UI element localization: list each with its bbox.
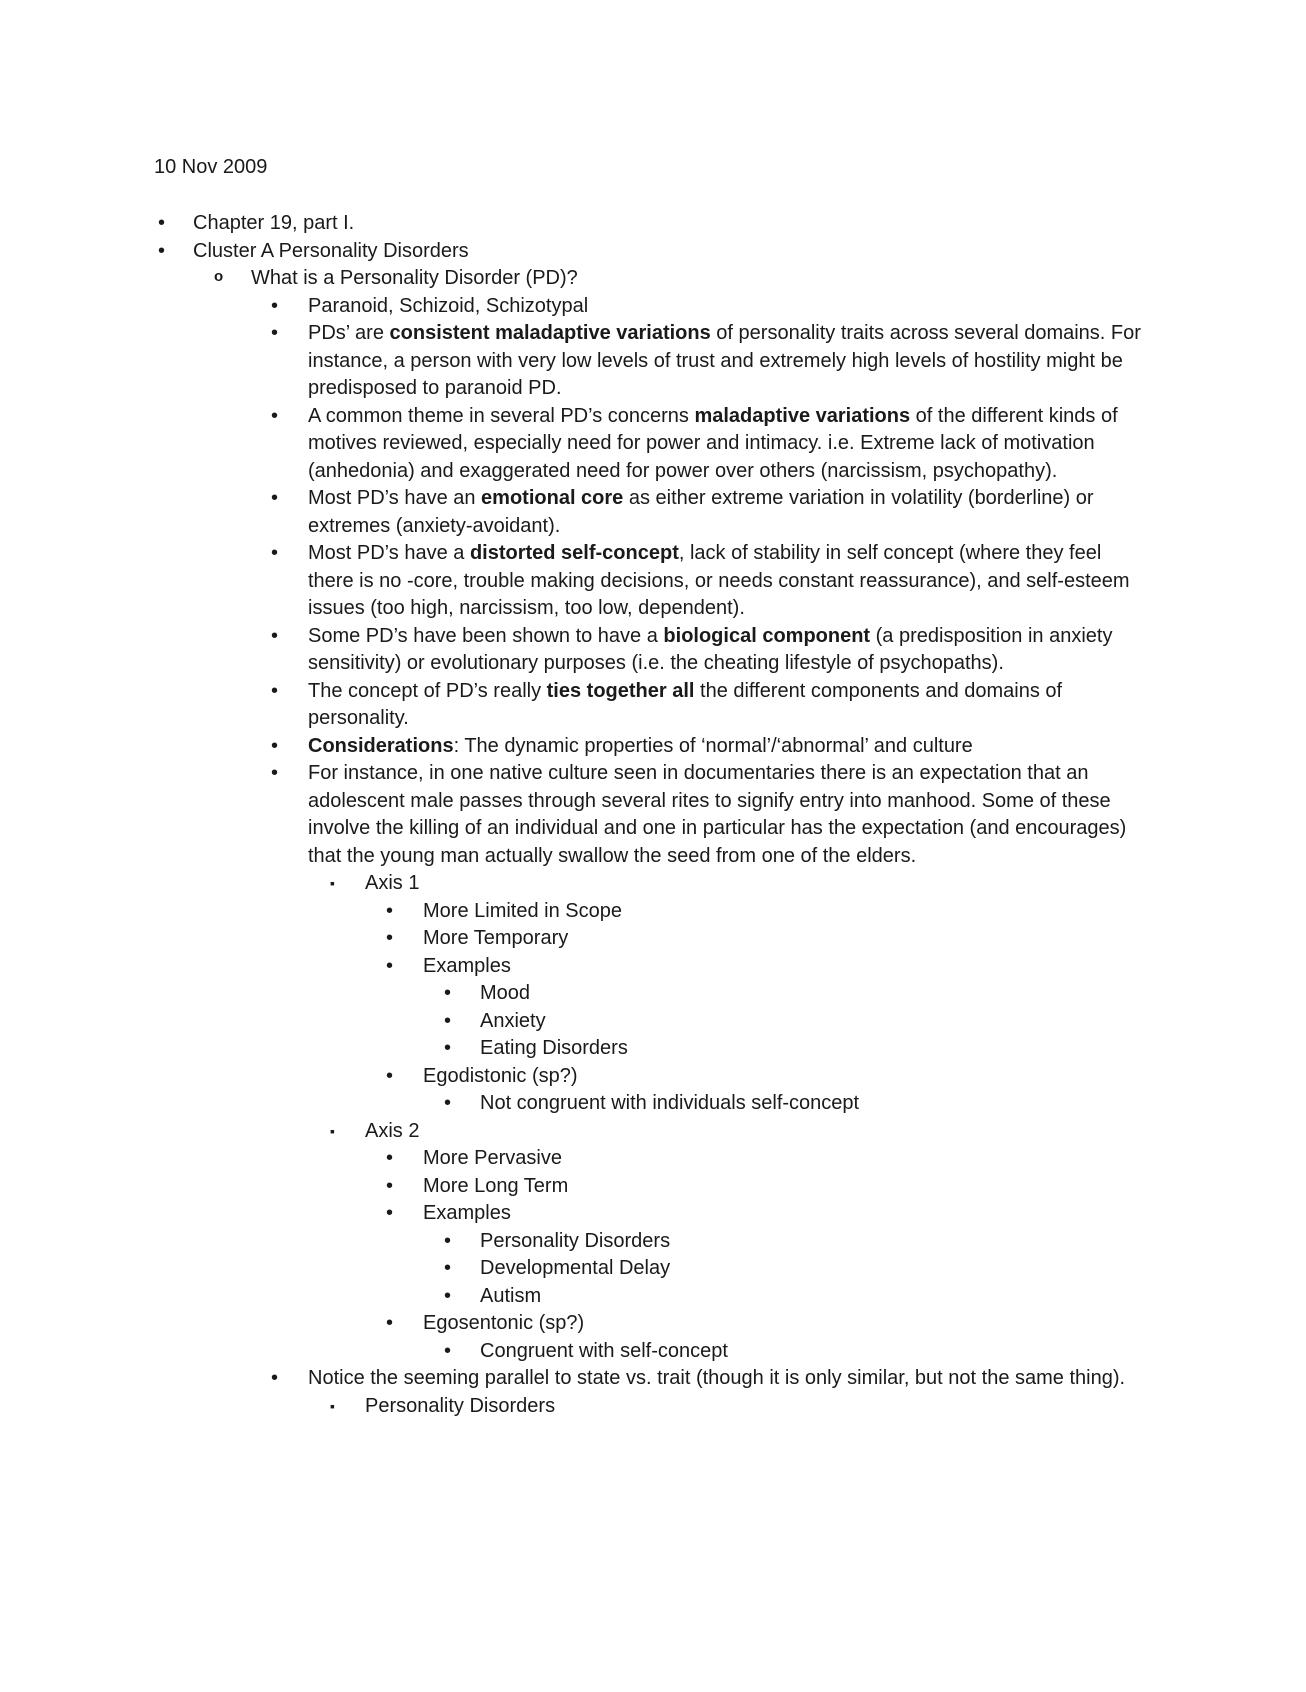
list-item-text xyxy=(480,980,1140,1008)
list-item xyxy=(0,980,1140,1008)
text-run: Eating Disorders xyxy=(480,1037,628,1059)
text-run: : The dynamic properties of ‘normal’/‘abnormal’ and culture xyxy=(453,734,973,757)
bullet-icon xyxy=(444,1090,451,1118)
square-bullet-icon xyxy=(330,1393,335,1421)
text-run: Congruent with self-concept xyxy=(480,1339,728,1362)
text-run: Axis 1 xyxy=(365,872,420,894)
text-run: Most PD’s have a xyxy=(308,542,470,564)
bullet-outline xyxy=(0,210,1306,1420)
bullet-icon xyxy=(444,1255,451,1283)
list-item-text xyxy=(480,1090,1140,1118)
bullet-icon xyxy=(271,485,278,513)
text-run: Personality Disorders xyxy=(365,1394,556,1417)
bullet-icon xyxy=(444,980,451,1008)
list-item xyxy=(0,898,1143,926)
text-run: Notice the seeming parallel to state vs. trait (though it is only similar, but not the same thing). xyxy=(308,1367,1126,1389)
list-item-text xyxy=(251,265,1151,293)
list-item-text xyxy=(480,1338,1140,1366)
bullet-icon xyxy=(271,403,278,431)
list-item xyxy=(0,678,1148,733)
text-run: , lack of stability in self concept (where they feel there is no -core, trouble making decisions, or needs constant reassurance), and self-esteem issues (too high, narcissism, too low, dependent). xyxy=(308,542,1130,619)
text-run: Egodistonic (sp?) xyxy=(423,1064,578,1087)
list-item-text xyxy=(423,898,1143,926)
bullet-icon xyxy=(271,1365,278,1393)
text-run: Not congruent with individuals self-concept xyxy=(480,1092,860,1114)
bullet-icon xyxy=(271,320,278,348)
bold-text: biological component xyxy=(663,624,871,647)
list-item xyxy=(0,485,1148,540)
list-item xyxy=(0,320,1148,403)
bullet-icon xyxy=(271,623,278,651)
list-item xyxy=(0,1338,1140,1366)
list-item xyxy=(0,540,1148,623)
circle-bullet-icon xyxy=(214,263,223,291)
list-item xyxy=(0,925,1143,953)
list-item-text xyxy=(308,320,1148,403)
list-item xyxy=(0,1118,1145,1146)
bold-text: maladaptive variations xyxy=(694,404,911,427)
text-run: Chapter 19, part I. xyxy=(193,212,355,234)
bold-text: consistent maladaptive variations xyxy=(389,322,711,344)
text-run: More Long Term xyxy=(423,1174,569,1197)
list-item xyxy=(0,870,1145,898)
list-item-text xyxy=(423,1063,1143,1091)
text-run: of the different kinds of motives reviewed, especially need for power and intimacy. i.e. Extreme lack of motivation (anhedonia) and exaggerated need for power over others (narcissism, psychopathy). xyxy=(308,404,1118,482)
list-item xyxy=(0,210,1193,238)
bullet-icon xyxy=(386,953,393,981)
list-item xyxy=(0,1365,1148,1393)
bullet-icon xyxy=(271,540,278,568)
list-item xyxy=(0,1310,1143,1338)
list-item xyxy=(0,1228,1140,1256)
list-item-text xyxy=(423,1145,1143,1173)
list-item xyxy=(0,265,1151,293)
list-item-text xyxy=(480,1035,1140,1063)
text-run: Developmental Delay xyxy=(480,1257,671,1279)
list-item xyxy=(0,1283,1140,1311)
bullet-icon xyxy=(158,210,165,238)
list-item-text xyxy=(423,1173,1143,1201)
text-run: What is a Personality Disorder (PD)? xyxy=(251,267,578,289)
list-item-text xyxy=(308,760,1148,870)
list-item xyxy=(0,1063,1143,1091)
list-item-text xyxy=(480,1228,1140,1256)
list-item xyxy=(0,953,1143,981)
text-run: Examples xyxy=(423,1202,511,1224)
list-item xyxy=(0,1008,1140,1036)
text-run: Examples xyxy=(423,954,511,977)
list-item-text xyxy=(308,485,1148,540)
list-item-text xyxy=(365,870,1145,898)
list-item-text xyxy=(308,293,1148,321)
bold-text: emotional core xyxy=(481,487,624,509)
list-item-text xyxy=(365,1393,1145,1421)
list-item-text xyxy=(423,1310,1143,1338)
list-item xyxy=(0,1200,1143,1228)
list-item-text xyxy=(308,678,1148,733)
list-item-text xyxy=(193,210,1193,238)
text-run: as either extreme variation in volatility (borderline) or extremes (anxiety-avoidant). xyxy=(308,487,1094,537)
list-item-text xyxy=(423,925,1143,953)
list-item-text xyxy=(423,1200,1143,1228)
list-item-text xyxy=(308,733,1148,761)
bullet-icon xyxy=(271,678,278,706)
list-item xyxy=(0,733,1148,761)
text-run: Autism xyxy=(480,1284,542,1307)
bullet-icon xyxy=(444,1338,451,1366)
square-bullet-icon xyxy=(330,1118,335,1146)
text-run: Axis 2 xyxy=(365,1119,420,1142)
list-item xyxy=(0,1255,1140,1283)
list-item-text xyxy=(480,1008,1140,1036)
text-run: Egosentonic (sp?) xyxy=(423,1312,585,1334)
text-run: Anxiety xyxy=(480,1009,546,1032)
list-item-text xyxy=(308,540,1148,623)
list-item xyxy=(0,623,1148,678)
bullet-icon xyxy=(271,293,278,321)
list-item-text xyxy=(480,1283,1140,1311)
text-run: Paranoid, Schizoid, Schizotypal xyxy=(308,294,589,317)
list-item xyxy=(0,1090,1140,1118)
text-run: For instance, in one native culture seen in documentaries there is an expectation that an adolescent male passes through several rites to signify entry into manhood. Some of these involve the killing of an individual and one in particular has the expectation (and encourages) that the young man actually swallow the seed from one of the elders. xyxy=(308,762,1127,867)
list-item-text xyxy=(423,953,1143,981)
bullet-icon xyxy=(158,238,165,266)
list-item-text xyxy=(365,1118,1145,1146)
text-run: of personality traits across several domains. For instance, a person with very low levels of trust and extremely high levels of hostility might be predisposed to paranoid PD. xyxy=(308,322,1141,399)
list-item-text xyxy=(308,1365,1148,1393)
text-run: The concept of PD’s really xyxy=(308,679,547,702)
list-item xyxy=(0,1035,1140,1063)
text-run: More Pervasive xyxy=(423,1147,562,1169)
bold-text: ties together all xyxy=(546,679,695,702)
text-run: More Temporary xyxy=(423,927,569,949)
list-item xyxy=(0,1173,1143,1201)
list-item-text xyxy=(193,238,1193,266)
bullet-icon xyxy=(271,760,278,788)
bullet-icon xyxy=(386,1145,393,1173)
bullet-icon xyxy=(444,1283,451,1311)
list-item-text xyxy=(480,1255,1140,1283)
text-run: PDs’ are xyxy=(308,322,390,344)
list-item-text xyxy=(308,403,1148,486)
bullet-icon xyxy=(386,1173,393,1201)
text-run: (a predisposition in anxiety sensitivity) or evolutionary purposes (i.e. the cheating lifestyle of psychopaths). xyxy=(308,624,1113,674)
bullet-icon xyxy=(444,1228,451,1256)
list-item xyxy=(0,1393,1145,1421)
text-run: Personality Disorders xyxy=(480,1229,671,1252)
text-run: the different components and domains of personality. xyxy=(308,679,1063,729)
text-run: Mood xyxy=(480,982,531,1004)
bullet-icon xyxy=(271,733,278,761)
bullet-icon xyxy=(386,1200,393,1228)
bullet-icon xyxy=(386,1310,393,1338)
bullet-icon xyxy=(386,925,393,953)
text-run: Cluster A Personality Disorders xyxy=(193,239,469,262)
bullet-icon xyxy=(386,1063,393,1091)
square-bullet-icon xyxy=(330,870,335,898)
list-item xyxy=(0,293,1148,321)
list-item xyxy=(0,760,1148,870)
list-item xyxy=(0,403,1148,486)
text-run: Most PD’s have an xyxy=(308,487,482,509)
list-item xyxy=(0,238,1193,266)
bullet-icon xyxy=(386,898,393,926)
list-item xyxy=(0,1145,1143,1173)
document-date: 10 Nov 2009 xyxy=(154,156,268,178)
text-run: More Limited in Scope xyxy=(423,899,622,922)
text-run: A common theme in several PD’s concerns xyxy=(308,404,695,427)
bullet-icon xyxy=(444,1008,451,1036)
bullet-icon xyxy=(444,1035,451,1063)
bold-text: distorted self-concept xyxy=(469,542,679,564)
list-item-text xyxy=(308,623,1148,678)
text-run: Some PD’s have been shown to have a xyxy=(308,624,664,647)
bold-text: Considerations xyxy=(308,734,454,757)
